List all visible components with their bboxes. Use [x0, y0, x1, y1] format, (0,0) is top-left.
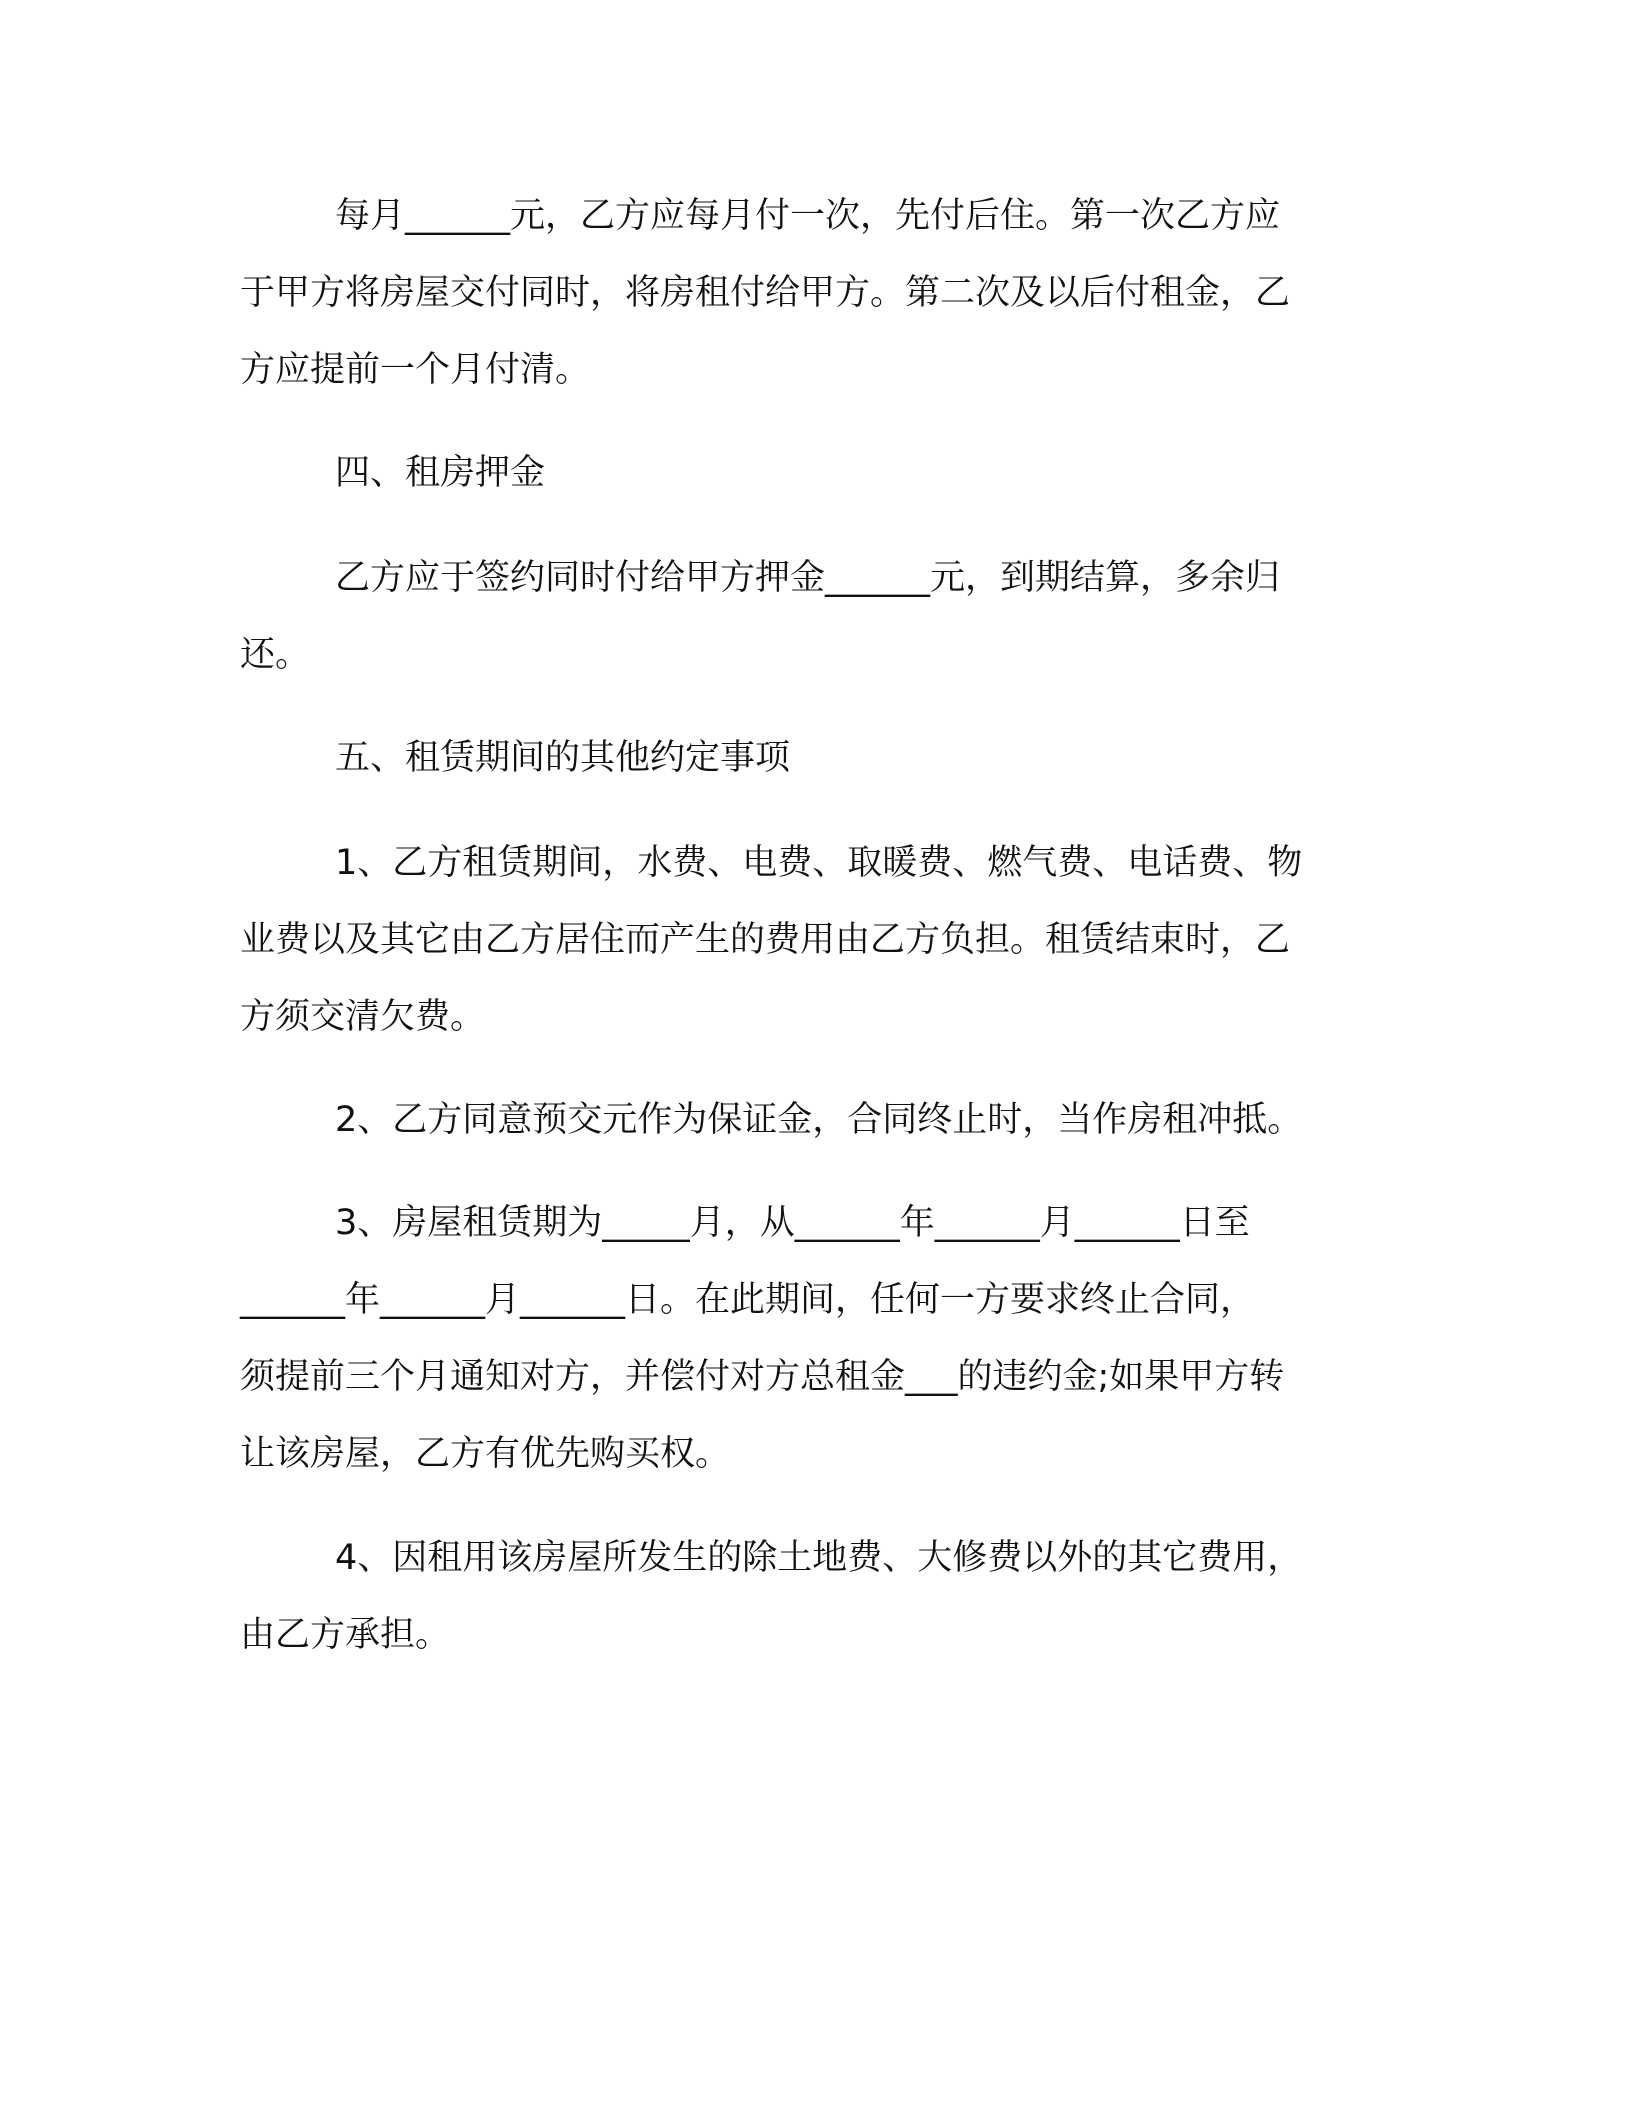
list-item-line: 1、乙方租赁期间，水费、电费、取暖费、燃气费、电话费、物: [335, 843, 1303, 883]
list-item-line: 3、房屋租赁期为_____月，从______年______月______日至: [335, 1203, 1250, 1243]
section-heading: 四、租房押金: [335, 453, 546, 493]
text-line: 方应提前一个月付清。: [240, 350, 591, 390]
list-item-line: 4、因租用该房屋所发生的除土地费、大修费以外的其它费用，: [335, 1538, 1303, 1578]
list-item-line: 须提前三个月通知对方，并偿付对方总租金___的违约金;如果甲方转: [240, 1357, 1285, 1397]
text-line: 还。: [240, 635, 311, 675]
text-line: 于甲方将房屋交付同时，将房租付给甲方。第二次及以后付租金，乙: [240, 273, 1291, 313]
list-item-line: 业费以及其它由乙方居住而产生的费用由乙方负担。租赁结束时，乙: [240, 920, 1291, 960]
text-line: 每月______元，乙方应每月付一次，先付后住。第一次乙方应: [335, 196, 1281, 236]
list-item-line: 让该房屋，乙方有优先购买权。: [240, 1434, 731, 1474]
list-item-line: 由乙方承担。: [240, 1615, 451, 1655]
text-line: 乙方应于签约同时付给甲方押金______元，到期结算，多余归: [335, 558, 1281, 598]
list-item-line: 方须交清欠费。: [240, 997, 486, 1037]
list-item-line: 2、乙方同意预交元作为保证金，合同终止时，当作房租冲抵。: [335, 1100, 1303, 1140]
section-heading: 五、租赁期间的其他约定事项: [335, 738, 791, 778]
list-item-line: ______年______月______日。在此期间，任何一方要求终止合同，: [240, 1280, 1256, 1320]
